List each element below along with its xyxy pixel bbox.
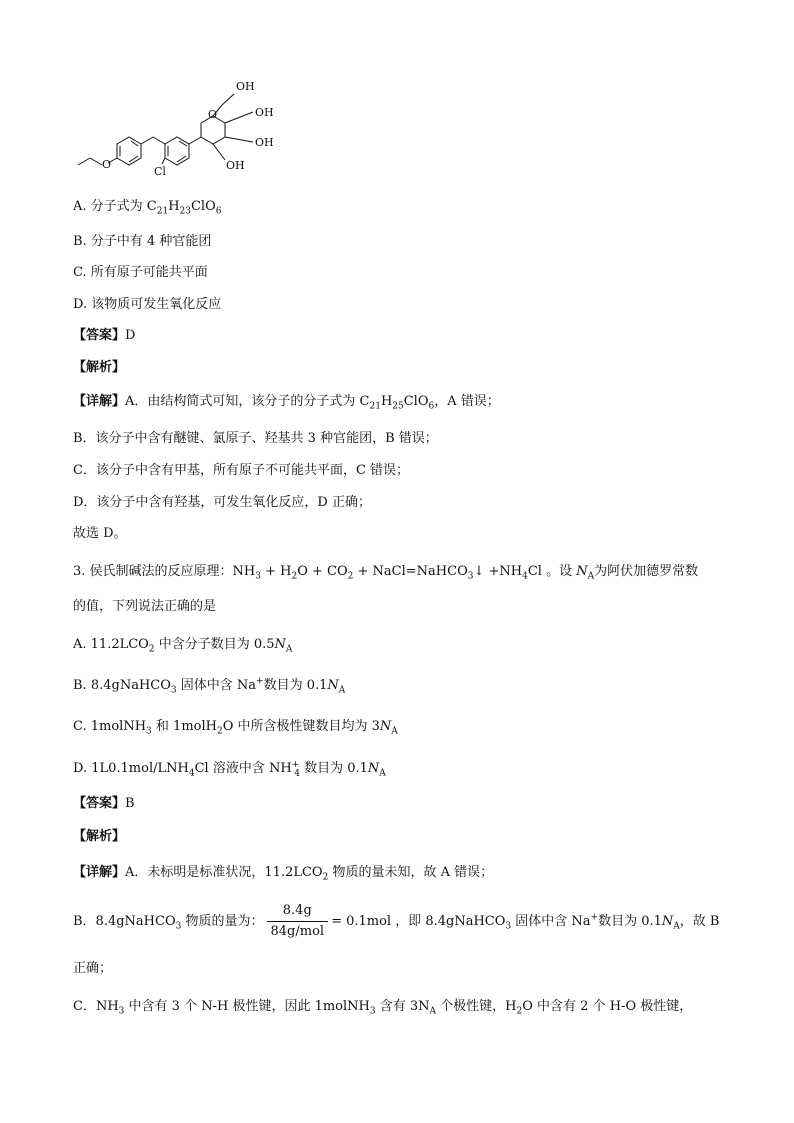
structure-diagram [70, 70, 300, 180]
q2-detail-a: 【详解】A．由结构简式可知，该分子的分子式为 $C_{21}H_{25}ClO_6$，A 错误； [73, 394, 500, 412]
q2-analysis-label: 【解析】 [73, 360, 126, 375]
ether-oxygen-label: O [102, 158, 112, 171]
cl-label: Cl [154, 165, 166, 178]
q3-option-c: C. 1molNH$_3$ 和 1molH$_2$O 中所含极性键数目均为 $3N_A$ [73, 719, 398, 737]
q2-detail-d: D．该分子中含有羟基，可发生氧化反应，D 正确； [73, 495, 371, 510]
q3-detail-a: 【详解】A．未标明是标准状况，$11.2LCO_2$ 物质的量未知，故 A 错误； [73, 865, 494, 883]
q3-stem-line2: 的值，下列说法正确的是 [73, 599, 217, 614]
oh-right2-label: OH [255, 136, 274, 149]
q3-option-b: B. 8.4gNaHCO$_3$ 固体中含 Na+数目为 $0.1N_A$ [73, 676, 346, 696]
oh-bottom-label: OH [226, 159, 245, 172]
q2-option-d: D. 该物质可发生氧化反应 [73, 297, 222, 312]
q2-option-a: A. 分子式为 $C_{21}H_{23}ClO_6$ [73, 199, 222, 217]
q2-option-b: B. 分子中有 4 种官能团 [73, 234, 212, 249]
q3-analysis-label: 【解析】 [73, 829, 126, 844]
q2-answer: 【答案】D [73, 328, 136, 343]
q3-detail-b: B．8.4gNaHCO$_3$ 物质的量为： $\frac{8.4g}{\text{84g/mol}}$ = 0.1mol ，即 8.4gNaHCO$_3$ 固体中含 Na+数目为 $0.1N_A$，故 B [73, 903, 720, 939]
q3-detail-c: C．$NH_3$ 中含有 3 个 N-H 极性键，因此 1molNH$_3$ 含有 $3N_A$ 个极性键，$H_2O$ 中含有 2 个 H-O 极性键， [73, 999, 693, 1017]
q3-stem-line1: 3. 侯氏制碱法的反应原理：$NH_3 + H_2O + CO_2$ + NaCl=NaHCO$_3$↓ $+NH_4Cl$ 。设 $N_A$为阿伏加德罗常数 [73, 564, 699, 582]
ring-oxygen-label: O [208, 108, 218, 121]
oh-right1-label: OH [255, 106, 274, 119]
q2-conclusion: 故选 D。 [73, 526, 127, 541]
q3-option-a: A. $11.2LCO_2$ 中含分子数目为 $0.5N_A$ [73, 637, 293, 655]
q2-detail-b: B．该分子中含有醚键、氯原子、羟基共 3 种官能团，B 错误； [73, 431, 438, 446]
q3-answer: 【答案】B [73, 796, 135, 811]
oh-top-label: OH [236, 80, 255, 93]
fraction: $\frac{8.4g}{\text{84g/mol}}$ [267, 903, 329, 940]
q2-detail-c: C．该分子中含有甲基，所有原子不可能共平面，C 错误； [73, 463, 410, 478]
q2-option-c: C. 所有原子可能共平面 [73, 265, 208, 280]
q3-detail-b-line2: 正确； [73, 961, 113, 976]
q3-option-d: D. $1L0.1mol/LNH_4Cl$ 溶液中含 $NH^+_4$ 数目为 $0.1N_A$ [73, 759, 386, 779]
